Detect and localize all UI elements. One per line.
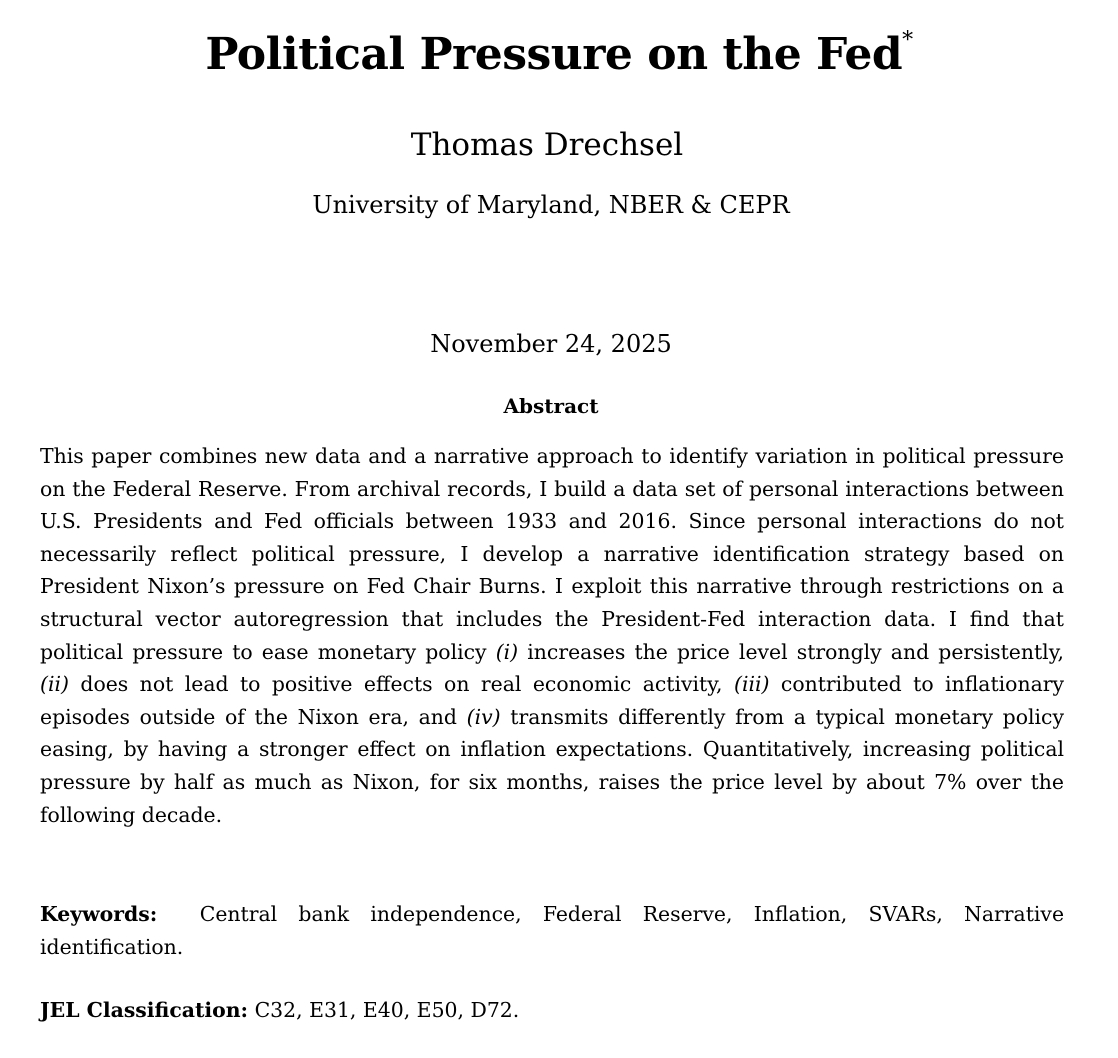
keywords	[40, 898, 1064, 963]
abstract-text: transmits differently from a typical monetary policy easing, by having a stronger effect on inflation expectations. Quantitatively, increasing political pressure by half as much as Nixon, for six months, raises the price level by about 7% over the following decade.	[40, 704, 1064, 827]
abstract-heading: Abstract	[503, 394, 599, 418]
keywords-label: Keywords:	[40, 902, 158, 926]
abstract-marker: (iv)	[466, 704, 501, 729]
abstract-text: This paper combines new data and a narrative approach to identify variation in political pressure on the Federal Reserve. From archival records, I build a data set of personal interactions between U.S. Presidents and Fed officials between 1933 and 2016. Since personal interactions do not necessarily reflect political pressure, I develop a narrative identification strategy based on President Nixon’s pressure on Fed Chair Burns. I exploit this narrative through restrictions on a structural vector autoregression that includes the President-Fed interaction data. I find that political pressure to ease monetary policy	[40, 444, 1064, 664]
paper-title	[0, 28, 1118, 82]
jel-classification	[40, 994, 1064, 1027]
abstract-marker: (i)	[495, 639, 519, 664]
abstract-body	[40, 440, 1064, 831]
abstract-text: does not lead to positive effects on real economic activity,	[68, 672, 734, 697]
title-footnote-mark[interactable]: *	[902, 28, 913, 54]
abstract-marker: (ii)	[40, 672, 69, 697]
jel-text: C32, E31, E40, E50, D72.	[254, 998, 520, 1022]
keywords-text: Central bank independence, Federal Reserve, Inflation, SVARs, Narrative identification.	[40, 902, 1065, 959]
author-affiliation: University of Maryland, NBER & CEPR	[312, 191, 790, 219]
abstract-text: increases the price level strongly and persistently,	[518, 639, 1064, 664]
abstract-marker: (iii)	[733, 672, 770, 697]
author-name: Thomas Drechsel	[410, 127, 684, 163]
paper-title-text: Political Pressure on the Fed	[205, 29, 903, 80]
paper-date: November 24, 2025	[430, 330, 672, 358]
abstract-text: contributed to inflationary episodes outside of the Nixon era, and	[40, 672, 1064, 729]
jel-label: JEL Classification:	[40, 998, 249, 1022]
